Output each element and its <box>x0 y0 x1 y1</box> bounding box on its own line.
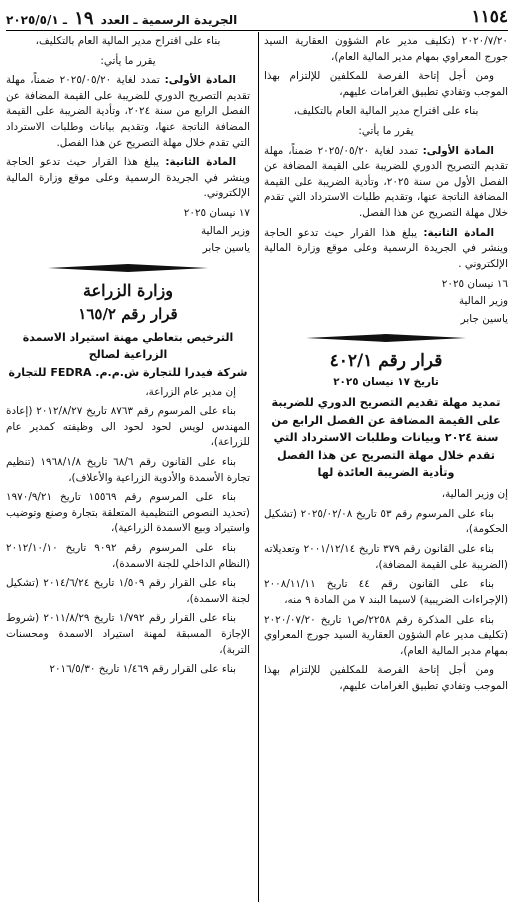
article-1-text: تمدد لغاية ٢٠٢٥/٠٥/٢٠ ضمناً، مهلة تقديم التصريح الدوري للضريبة على القيمة المضافة عن الفصل الرابع من سنة ٢٠٢٤، وتأدية الضريبة على القيمة المضافة الناتجة عنها، وتقديم بيانات وطلبات الاسترداد التي تقدم خلال مهلة التصريح عن هذا الفصل. <box>6 74 250 149</box>
article-1-label: المادة الأولى: <box>422 144 494 157</box>
issue-date: ٢٠٢٥/٥/١ <box>6 12 59 27</box>
section-separator <box>264 333 508 343</box>
reference-item: بناء على القرار رقم ١/٤٦٩ تاريخ ٢٠١٦/٥/٣٠ <box>49 663 236 676</box>
page-header <box>6 6 508 31</box>
minister-line: إن مدير عام الزراعة، <box>145 385 236 398</box>
purpose-paragraph: ومن أجل إتاحة الفرصة للمكلفين للإلتزام بهذا الموجب وتفادي تطبيق الغرامات عليهم، <box>264 70 508 98</box>
reference-item: بناء على المرسوم رقم ١٥٥٦٩ تاريخ ١٩٧٠/٩/٢١ (تحديد النصوص التنظيمية المتعلقة بتجارة وصنع وتوضيب واستيراد وبيع الاسمدة الزراعية)، <box>6 491 250 535</box>
article-2 <box>6 155 250 202</box>
article-1-text: تمدد لغاية ٢٠٢٥/٠٥/٢٠ ضمناً، مهلة تقديم التصريح الدوري للضريبة على القيمة المضافة عن الفصل الأول من سنة ٢٠٢٥، وتأدية الضريبة على القيمة المضافة الناتجة عنها، وتقديم طلبات الاسترداد التي تقدم خلال مهلة التصريح عن هذا الفصل. <box>264 144 508 220</box>
issue-label: العدد <box>100 12 130 27</box>
section-separator <box>6 263 250 273</box>
article-2 <box>264 226 508 273</box>
reference-item: بناء على المرسوم رقم ٨٧٦٣ تاريخ ٢٠١٢/٨/٢٧ (إعادة المهندس لويس لحود لحود الى وظيفته كمدير عام للزراعة)، <box>6 405 250 449</box>
reference-item: بناء على القانون رقم ٣٧٩ تاريخ ٢٠٠١/١٢/١٤ وتعديلاته (الضريبة على القيمة المضافة)، <box>264 543 508 571</box>
reference-item: بناء على المرسوم رقم ٩٠٩٢ تاريخ ٢٠١٢/١٠/١٠ (النظام الداخلي للجنة الاسمدة)، <box>6 542 250 570</box>
decision-subject <box>6 329 250 380</box>
minister-line: إن وزير المالية، <box>441 488 508 501</box>
subject-line-2: شركة فيدرا للتجارة ش.م.م. FEDRA للتجارة <box>8 365 248 379</box>
reference-item: بناء على المذكرة رقم ٢٢٥٨/ص١ تاريخ ٢٠٢٠/٠٧/٢٠ (تكليف مدير عام الشؤون العقارية السيد جورج المعراوي بمهام مدير المالية العام)، <box>264 613 508 657</box>
issue-info: الجريدة الرسمية ـ العدد ١٩ ـ ٢٠٢٥/٥/١ <box>6 7 238 29</box>
decision-date: تاريخ ١٧ نيسان ٢٠٢٥ <box>333 375 439 388</box>
signature-title: وزير المالية <box>200 224 250 237</box>
decides-line: يقرر ما يأتي: <box>100 54 156 67</box>
decision-title: قرار رقم ٤٠٢/١ <box>329 351 443 372</box>
right-column <box>264 34 508 902</box>
signature-title: وزير المالية <box>458 295 508 308</box>
continued-paragraph: ٢٠٢٠/٧/٢٠ (تكليف مدير عام الشؤون العقارية السيد جورج المعراوي بمهام مدير المالية العام)، <box>264 35 508 63</box>
column-divider <box>258 32 259 902</box>
left-column <box>6 34 250 902</box>
reference-item: بناء على القانون رقم ٤٤ تاريخ ٢٠٠٨/١١/١١ (الإجراءات الضريبية) لاسيما البند ٧ من المادة ٩ منه، <box>264 578 508 606</box>
article-1 <box>6 73 250 151</box>
proposal-line: بناء على اقتراح مدير المالية العام بالتكليف، <box>293 105 479 118</box>
signature-block <box>264 277 508 328</box>
signature-date: ١٧ نيسان ٢٠٢٥ <box>183 207 250 220</box>
signature-date: ١٦ نيسان ٢٠٢٥ <box>441 277 508 290</box>
reference-item: بناء على القرار رقم ١/٥٠٩ تاريخ ٢٠١٤/٦/٢٤ (تشكيل لجنة الاسمدة)، <box>6 577 250 605</box>
article-2-text: يبلغ هذا القرار حيث تدعو الحاجة وينشر في الجريدة الرسمية وعلى موقع وزارة المالية الإلكتروني . <box>264 226 508 270</box>
decision-title: قرار رقم ١٦٥/٢ <box>78 304 178 323</box>
decision-subject: تمديد مهلة تقديم التصريح الدوري للضريبة على القيمة المضافة عن الفصل الرابع من سنة ٢٠٢٤ وبيانات وطلبات الاسترداد التي تقدم خلال مهلة التصريح عن هذا الفصل وتأدية الضريبة العائدة لها <box>271 396 501 479</box>
decides-line: يقرر ما يأتي: <box>358 125 414 138</box>
subject-line-1: الترخيص بتعاطي مهنة استيراد الاسمدة الزراعية لصالح <box>22 331 234 362</box>
reference-item: ومن أجل إتاحة الفرصة للمكلفين للإلتزام بهذا الموجب وتفادي تطبيق الغرامات عليهم، <box>264 664 508 692</box>
article-2-label: المادة الثانية: <box>423 226 495 239</box>
reference-item: بناء على القانون رقم ٦٨/٦ تاريخ ١٩٦٨/١/٨ (تنظيم تجارة الأسمدة والأدوية الزراعية والأعلاف)، <box>6 456 250 484</box>
signature-block <box>6 206 250 257</box>
ministry-heading: وزارة الزراعة <box>82 280 174 300</box>
reference-item: بناء على المرسوم رقم ٥٣ تاريخ ٢٠٢٥/٠٢/٠٨ (تشكيل الحكومة)، <box>264 507 508 536</box>
article-2-label: المادة الثانية: <box>165 156 237 169</box>
article-1-label: المادة الأولى: <box>164 74 236 87</box>
issue-number: ١٩ <box>74 7 94 29</box>
proposal-line: بناء على اقتراح مدير المالية العام بالتكليف، <box>35 35 221 47</box>
signature-name: ياسين جابر <box>460 312 508 325</box>
publication-name: الجريدة الرسمية <box>141 12 238 27</box>
article-1 <box>264 144 508 222</box>
page-number: ١١٥٤ <box>471 7 508 28</box>
reference-item: بناء على القرار رقم ١/٧٩٢ تاريخ ٢٠١١/٨/٢٩ (شروط الإجازة المسبقة لمهنة استيراد الاسمدة ومحسنات التربة)، <box>6 612 250 656</box>
article-2-text: يبلغ هذا القرار حيث تدعو الحاجة وينشر في الجريدة الرسمية وعلى موقع وزارة المالية الإلكتروني. <box>6 156 250 200</box>
signature-name: ياسين جابر <box>202 242 250 255</box>
